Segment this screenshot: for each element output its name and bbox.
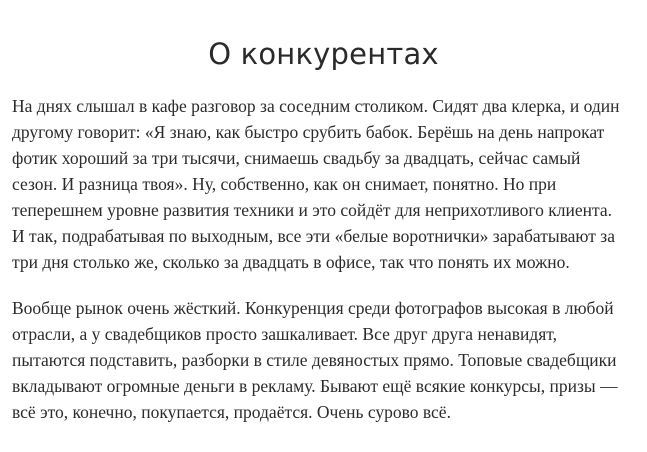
- paragraph-line: отрасли, а у свадебщиков просто зашкаливает. Все друг друга ненавидят,: [12, 324, 558, 344]
- paragraph-line: сезон. И разница твоя». Ну, собственно, как он снимает, понятно. Но при: [12, 174, 557, 194]
- paragraph-line: теперешнем уровне развития техники и это сойдёт для неприхотливого клиента.: [12, 200, 612, 220]
- paragraph-line: пытаются подставить, разборки в стиле девяностых прямо. Топовые свадебщики: [12, 350, 617, 370]
- paragraph-line: фотик хороший за три тысячи, снимаешь свадьбу за двадцать, сейчас самый: [12, 148, 581, 168]
- paragraph-line: всё это, конечно, покупается, продаётся. Очень сурово всё.: [12, 402, 451, 422]
- paragraph-line: вкладывают огромные деньги в рекламу. Бывают ещё всякие конкурсы, призы —: [12, 376, 618, 396]
- paragraph-line: И так, подрабатывая по выходным, все эти «белые воротнички» зарабатывают за: [12, 226, 615, 246]
- paragraph-2: [12, 295, 618, 425]
- paragraph-line: другому говорит: «Я знаю, как быстро срубить бабок. Берёшь на день напрокат: [12, 122, 605, 142]
- paragraph-line: Вообще рынок очень жёсткий. Конкуренция среди фотографов высокая в любой: [12, 298, 614, 318]
- paragraph-line: три дня столько же, сколько за двадцать в офисе, так что понять их можно.: [12, 252, 570, 272]
- paragraph-line: На днях слышал в кафе разговор за соседним столиком. Сидят два клерка, и один: [12, 96, 620, 116]
- article-title: О конкурентах: [208, 37, 439, 71]
- paragraph-1: [12, 93, 620, 275]
